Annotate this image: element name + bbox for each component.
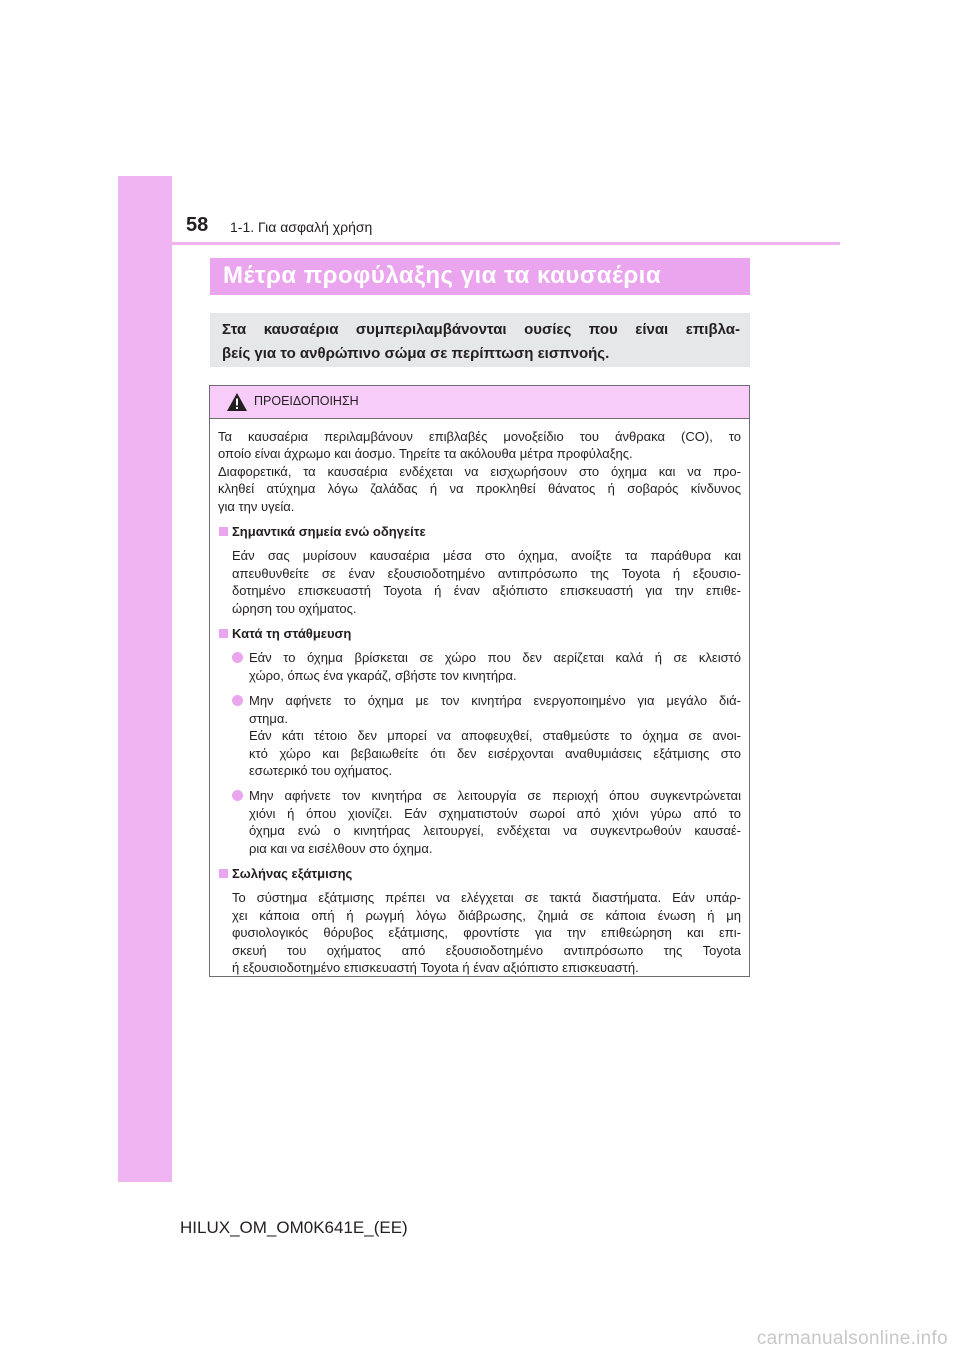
header-rule — [172, 242, 840, 245]
text-line: ώρηση του οχήματος. — [232, 600, 357, 616]
text-line: όχημα ενώ ο κινητήρας λειτουργεί, ενδέχεται να συγκεντρωθούν καυσαέ- — [249, 823, 741, 839]
subsection-heading-driving — [218, 523, 741, 540]
text-line: Μην αφήνετε το όχημα με τον κινητήρα ενεργοποιημένο για μεγάλο διά- — [249, 693, 741, 709]
text-line: χώρο, όπως ένα γκαράζ, σβήστε τον κινητήρα. — [249, 667, 517, 683]
square-bullet-icon — [219, 869, 228, 878]
side-tab — [118, 176, 172, 1182]
subsection-heading-text: Κατά τη στάθμευση — [232, 626, 352, 642]
intro-line: Στα καυσαέρια συμπεριλαμβάνονται ουσίες που είναι επιβλα- — [222, 321, 740, 338]
subsection-heading-text: Σωλήνας εξάτμισης — [232, 865, 353, 881]
text-line: Εάν κάτι τέτοιο δεν μπορεί να αποφευχθεί, σταθμεύστε το όχημα σε ανοι- — [249, 728, 741, 744]
warning-header — [210, 386, 749, 419]
circle-bullet-icon — [232, 695, 243, 706]
warning-label: ΠΡΟΕΙΔΟΠΟΙΗΣΗ — [254, 394, 359, 408]
text-line: ή εξουσιοδοτημένο επισκευαστή Toyota ή έναν αξιόπιστο επισκευαστή. — [232, 959, 639, 975]
text-line: οποίο είναι άχρωμο και άοσμο. Τηρείτε τα ακόλουθα μέτρα προφύλαξης. — [218, 446, 633, 462]
square-bullet-icon — [219, 527, 228, 536]
page-number: 58 — [186, 214, 209, 236]
text-line: Εάν το όχημα βρίσκεται σε χώρο που δεν αερίζεται καλά ή σε κλειστό — [249, 650, 741, 666]
warning-body — [218, 428, 741, 984]
text-line: απευθυνθείτε σε έναν εξουσιοδοτημένο αντιπρόσωπο της Toyota ή εξουσιο- — [232, 565, 741, 581]
list-item — [218, 692, 741, 779]
text-line: χει κάποια οπή ή ρωγμή λόγω διάβρωσης, ζημιά σε κάποια ένωση ή μη — [232, 907, 741, 923]
footer-code: HILUX_OM_OM0K641E_(EE) — [180, 1218, 408, 1237]
circle-bullet-icon — [232, 652, 243, 663]
text-line: Τα καυσαέρια περιλαμβάνουν επιβλαβές μονοξείδιο του άνθρακα (CO), το — [218, 429, 741, 444]
intro-box — [210, 313, 750, 367]
text-line: στημα. — [249, 710, 289, 726]
warning-triangle-icon — [226, 392, 248, 412]
subsection-heading-exhaust — [218, 865, 741, 882]
text-line: κτό χώρο και βεβαιωθείτε ότι δεν εισέρχονται αναθυμιάσεις εξάτμισης στο — [249, 745, 741, 761]
text-line: φυσιολογικός θόρυβος εξάτμισης, φροντίστε για την επιθεώρηση και επι- — [232, 925, 741, 941]
exhaust-text — [218, 889, 741, 976]
text-line: σκευή του οχήματος από εξουσιοδοτημένο αντιπρόσωπο της Toyota — [232, 942, 741, 958]
square-bullet-icon — [219, 629, 228, 638]
text-line: χιόνι ή όπου χιονίζει. Εάν σχηματιστούν σωροί από χιόνι γύρω από το — [249, 805, 741, 821]
text-line: Διαφορετικά, τα καυσαέρια ενδέχεται να εισχωρήσουν στο όχημα και να προ- — [218, 463, 741, 479]
text-line: δοτημένο επισκευαστή Toyota ή έναν αξιόπιστο επισκευαστή για την επιθε- — [232, 583, 741, 599]
text-line: Εάν σας μυρίσουν καυσαέρια μέσα στο όχημα, ανοίξτε τα παράθυρα και — [232, 548, 741, 564]
intro-line: βείς για το ανθρώπινο σώμα σε περίπτωση εισπνοής. — [222, 345, 610, 362]
subsection-heading-text: Σημαντικά σημεία ενώ οδηγείτε — [232, 524, 426, 540]
warning-box — [209, 385, 750, 977]
text-line: ρια και να εισέλθουν στο όχημα. — [249, 840, 433, 856]
text-line: κληθεί ατύχημα λόγω ζαλάδας ή να προκληθεί θάνατος ή σοβαρός κίνδυνος — [218, 481, 741, 497]
text-line: Το σύστημα εξάτμισης πρέπει να ελέγχεται σε τακτά διαστήματα. Εάν υπάρ- — [232, 890, 741, 906]
list-item — [218, 787, 741, 857]
watermark: carmanualsonline.info — [756, 1328, 948, 1349]
subsection-heading-parking — [218, 625, 741, 642]
warning-intro — [218, 428, 741, 515]
circle-bullet-icon — [232, 790, 243, 801]
text-line: εσωτερικό του οχήματος. — [249, 762, 393, 778]
text-line: για την υγεία. — [218, 498, 295, 514]
text-line: Μην αφήνετε τον κινητήρα σε λειτουργία σε περιοχή όπου συγκεντρώνεται — [249, 788, 741, 804]
list-item — [218, 649, 741, 684]
section-path: 1-1. Για ασφαλή χρήση — [230, 219, 373, 235]
driving-text — [218, 547, 741, 617]
section-title: Μέτρα προφύλαξης για τα καυσαέρια — [210, 258, 750, 295]
